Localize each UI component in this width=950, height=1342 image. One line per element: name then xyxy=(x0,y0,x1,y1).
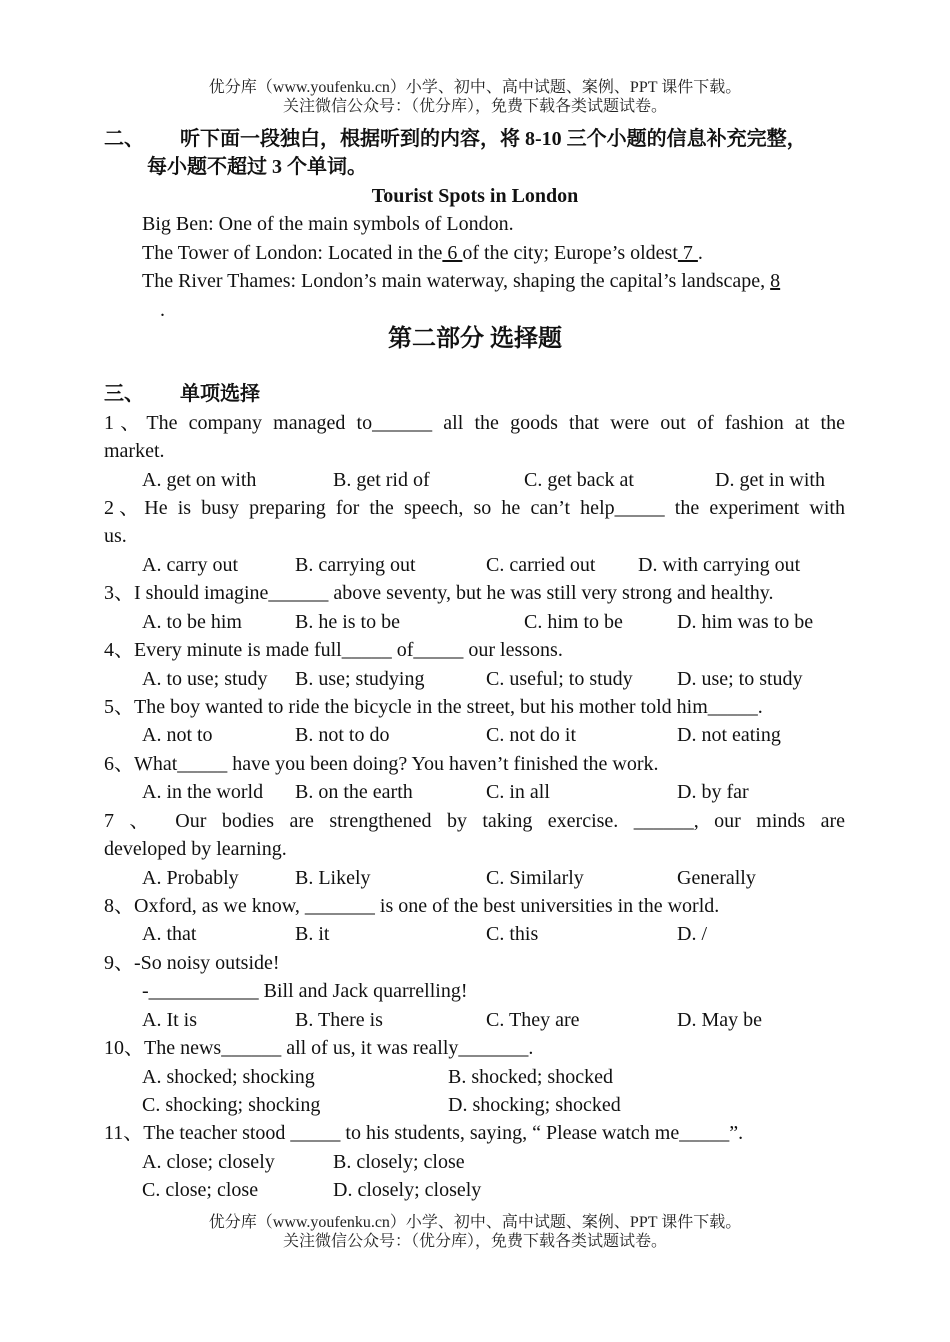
q3-option-b: B. he is to be xyxy=(295,611,400,633)
q5-option-d: D. not eating xyxy=(677,724,781,746)
q1-option-c: C. get back at xyxy=(524,469,634,491)
q1-option-a: A. get on with xyxy=(142,469,257,491)
q6-option-a: A. in the world xyxy=(142,781,264,803)
question-4: 4、Every minute is made full_____ of_____ our lessons. xyxy=(104,639,563,661)
tower-line xyxy=(142,241,703,265)
section-3-number: 三、 xyxy=(104,383,144,405)
listening-title: Tourist Spots in London xyxy=(371,185,579,207)
q10-option-b: B. shocked; shocked xyxy=(448,1066,613,1088)
q6-option-d: D. by far xyxy=(677,781,749,803)
q11-option-d: D. closely; closely xyxy=(333,1179,482,1201)
q9-option-a: A. It is xyxy=(142,1009,197,1031)
question-2: 2、He is busy preparing for the speech, so he can’t help_____ the experiment with xyxy=(104,497,845,519)
q8-option-a: A. that xyxy=(142,923,197,945)
q5-option-a: A. not to xyxy=(142,724,213,746)
question-8: 8、Oxford, as we know, _______ is one of the best universities in the world. xyxy=(104,895,720,917)
q4-option-c: C. useful; to study xyxy=(486,668,633,690)
q1-option-b: B. get rid of xyxy=(333,469,430,491)
q10-option-c: C. shocking; shocking xyxy=(142,1094,321,1116)
question-7: 7 、 Our bodies are strengthened by taking exercise. ______, our minds are xyxy=(104,810,845,832)
part-2-title: 第二部分 选择题 xyxy=(388,326,562,352)
q4-option-a: A. to use; study xyxy=(142,668,268,690)
q6-option-c: C. in all xyxy=(486,781,550,803)
header-line-1: 优分库（www.youfenku.cn）小学、初中、高中试题、案例、PPT 课件下载。 xyxy=(208,79,742,96)
q8-option-c: C. this xyxy=(486,923,539,945)
section-2-number: 二、 xyxy=(104,128,144,150)
footer-line-1: 优分库（www.youfenku.cn）小学、初中、高中试题、案例、PPT 课件下载。 xyxy=(208,1214,742,1231)
tower-text-c: . xyxy=(697,242,703,264)
thames-text: The River Thames: London’s main waterway, shaping the capital’s landscape, xyxy=(142,270,771,292)
q9-option-c: C. They are xyxy=(486,1009,580,1031)
big-ben-line: Big Ben: One of the main symbols of London. xyxy=(142,213,514,235)
header-line-2: 关注微信公众号：（优分库），免费下载各类试题试卷。 xyxy=(282,98,667,115)
footer-line-2: 关注微信公众号：（优分库），免费下载各类试题试卷。 xyxy=(282,1233,667,1250)
q10-option-d: D. shocking; shocked xyxy=(448,1094,621,1116)
thames-line-end: . xyxy=(160,299,165,321)
q9-option-b: B. There is xyxy=(295,1009,383,1031)
q7-option-a: A. Probably xyxy=(142,867,239,889)
question-9-reply: -___________ Bill and Jack quarrelling! xyxy=(142,980,468,1002)
q5-option-b: B. not to do xyxy=(295,724,390,746)
question-11: 11、The teacher stood _____ to his students, saying, “ Please watch me_____”. xyxy=(104,1122,744,1144)
q11-option-a: A. close; closely xyxy=(142,1151,275,1173)
q11-option-c: C. close; close xyxy=(142,1179,259,1201)
q4-option-d: D. use; to study xyxy=(677,668,803,690)
question-1-cont: market. xyxy=(104,440,165,462)
q10-option-a: A. shocked; shocking xyxy=(142,1066,315,1088)
q3-option-c: C. him to be xyxy=(524,611,623,633)
question-3: 3、I should imagine______ above seventy, but he was still very strong and healthy. xyxy=(104,582,774,604)
blank-8: 8 xyxy=(770,270,781,292)
question-5: 5、The boy wanted to ride the bicycle in the street, but his mother told him_____. xyxy=(104,696,763,718)
question-2-cont: us. xyxy=(104,525,127,547)
question-6: 6、What_____ have you been doing? You haven’t finished the work. xyxy=(104,753,659,775)
blank-6: 6 xyxy=(442,242,463,264)
question-9: 9、-So noisy outside! xyxy=(104,952,280,974)
question-7-cont: developed by learning. xyxy=(104,838,287,860)
section-2-instruction: 听下面一段独白，根据听到的内容，将 8-10 三个小题的信息补充完整， xyxy=(180,128,807,150)
q8-option-d: D. / xyxy=(677,923,707,945)
thames-line xyxy=(142,269,780,293)
q7-option-d: Generally xyxy=(677,867,756,889)
q2-option-d: D. with carrying out xyxy=(638,554,801,576)
q3-option-a: A. to be him xyxy=(142,611,242,633)
q3-option-d: D. him was to be xyxy=(677,611,814,633)
section-2-instruction-cont: 每小题不超过 3 个单词。 xyxy=(147,156,367,178)
section-3-title: 单项选择 xyxy=(180,383,260,405)
q2-option-c: C. carried out xyxy=(486,554,596,576)
q2-option-a: A. carry out xyxy=(142,554,239,576)
question-1: 1、The company managed to______ all the goods that were out of fashion at the xyxy=(104,412,845,434)
q2-option-b: B. carrying out xyxy=(295,554,416,576)
q1-option-d: D. get in with xyxy=(715,469,825,491)
q11-option-b: B. closely; close xyxy=(333,1151,465,1173)
question-10: 10、The news______ all of us, it was really_______. xyxy=(104,1037,534,1059)
q4-option-b: B. use; studying xyxy=(295,668,425,690)
q7-option-b: B. Likely xyxy=(295,867,371,889)
q5-option-c: C. not do it xyxy=(486,724,577,746)
tower-text-b: of the city; Europe’s oldest xyxy=(462,242,678,264)
q6-option-b: B. on the earth xyxy=(295,781,413,803)
q9-option-d: D. May be xyxy=(677,1009,762,1031)
tower-text-a: The Tower of London: Located in the xyxy=(142,242,443,264)
blank-7: 7 xyxy=(677,242,698,264)
q8-option-b: B. it xyxy=(295,923,330,945)
q7-option-c: C. Similarly xyxy=(486,867,584,889)
